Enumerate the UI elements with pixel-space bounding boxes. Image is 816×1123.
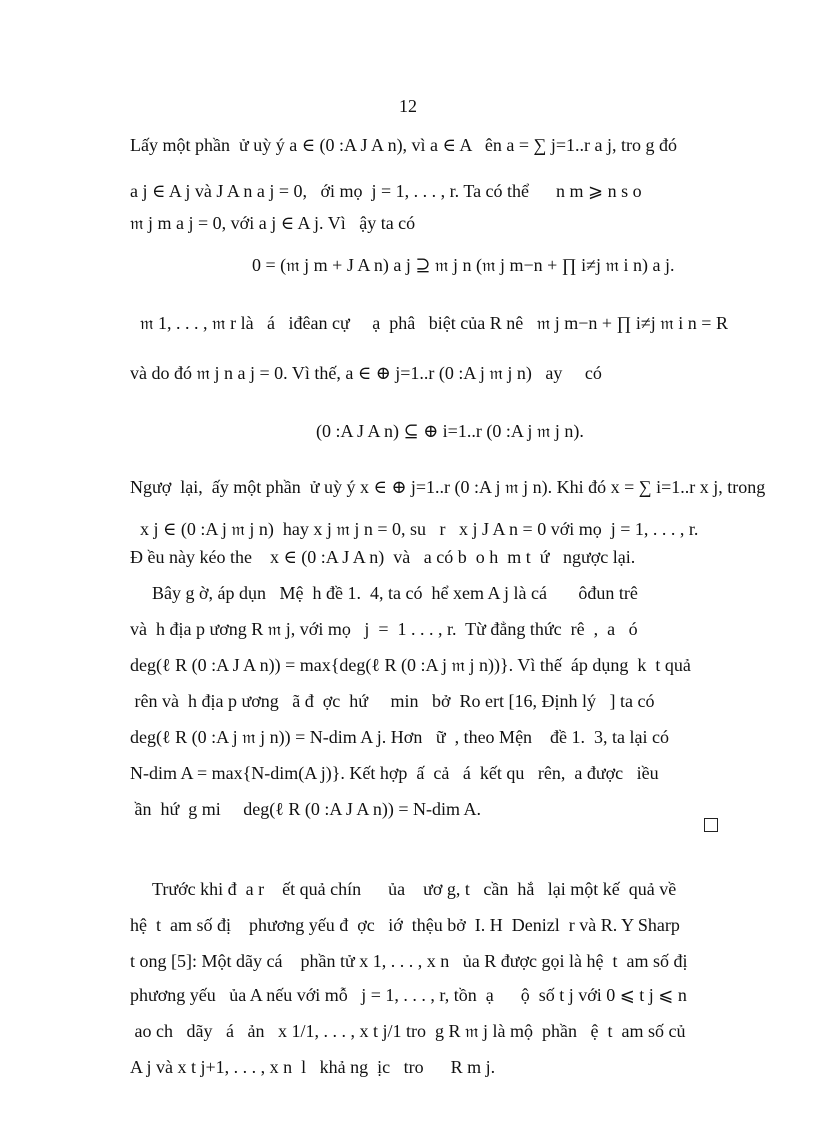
text-line-14: rên và h địa p ương ã đ ợc hứ min bở Ro ert [16, Định lý ] ta có	[130, 691, 655, 711]
text-line-2: a j ∈ A j và J A n a j = 0, ới mọ j = 1, . . . , r. Ta có thể n m ⩾ n s o	[130, 181, 642, 201]
text-line-12: và h địa p ương R 𝔪 j, với mọ j = 1 . . . , r. Từ đẳng thức rê , a ó	[130, 619, 638, 639]
text-line-1: Lấy một phần ử uỳ ý a ∈ (0 :A J A n), vì a ∈ A ên a = ∑ j=1..r a j, tro g đó	[130, 135, 677, 155]
text-line-3: 𝔪 j m a j = 0, với a j ∈ A j. Vì ậy ta có	[130, 213, 416, 233]
text-line-5: 𝔪 1, . . . , 𝔪 r là á iđêan cự ạ phâ biệt của R nê 𝔪 j m−n + ∏ i≠j 𝔪 i n = R	[140, 313, 728, 333]
qed-box	[704, 818, 718, 832]
text-line-16: N-dim A = max{N-dim(A j)}. Kết hợp ấ cả á kết qu rên, a được iều	[130, 763, 659, 783]
text-line-22: ao ch dãy á ản x 1/1, . . . , x t j/1 tro g R 𝔪 j là mộ phần ệ t am số củ	[130, 1021, 686, 1041]
text-line-17: ần hứ g mi deg(ℓ R (0 :A J A n)) = N-dim A.	[130, 799, 482, 819]
text-line-19: hệ t am số đị phương yếu đ ợc iớ thệu bở I. H Denizl r và R. Y Sharp	[130, 915, 680, 935]
page-number: 12	[399, 96, 417, 116]
text-line-9: x j ∈ (0 :A j 𝔪 j n) hay x j 𝔪 j n = 0, su r x j J A n = 0 với mọ j = 1, . . . , r.	[140, 519, 699, 539]
text-line-20: t ong [5]: Một dãy cá phần tử x 1, . . . , x n ủa R được gọi là hệ t am số đị	[130, 951, 688, 971]
text-line-8: Ngượ lại, ấy một phần ử uỳ ý x ∈ ⊕ j=1..r (0 :A j 𝔪 j n). Khi đó x = ∑ i=1..r x j, trong	[130, 477, 766, 497]
text-line-23: A j và x t j+1, . . . , x n l khả ng ịc tro R m j.	[130, 1057, 496, 1077]
text-line-15: deg(ℓ R (0 :A j 𝔪 j n)) = N-dim A j. Hơn ữ , theo Mện đề 1. 3, ta lại có	[130, 727, 670, 747]
text-line-10: Đ ều này kéo the x ∈ (0 :A J A n) và a có b o h m t ứ ngược lại.	[130, 547, 636, 567]
text-line-21: phương yếu ủa A nếu với mỗ j = 1, . . . , r, tồn ạ ộ số t j với 0 ⩽ t j ⩽ n	[130, 985, 687, 1005]
text-line-18: Trước khi đ a r ết quả chín ủa ươ g, t cần hắ lại một kế quả về	[152, 879, 677, 899]
text-line-6: và do đó 𝔪 j n a j = 0. Vì thế, a ∈ ⊕ j=1..r (0 :A j 𝔪 j n) ay có	[130, 363, 602, 383]
text-line-11: Bây g ờ, áp dụn Mệ h đề 1. 4, ta có hể xem A j là cá ôđun trê	[152, 583, 638, 603]
text-line-7: (0 :A J A n) ⊆ ⊕ i=1..r (0 :A j 𝔪 j n).	[316, 421, 584, 441]
text-line-4: 0 = (𝔪 j m + J A n) a j ⊇ 𝔪 j n (𝔪 j m−n + ∏ i≠j 𝔪 i n) a j.	[252, 255, 675, 275]
text-line-13: deg(ℓ R (0 :A J A n)) = max{deg(ℓ R (0 :A j 𝔪 j n))}. Vì thế áp dụng k t quả	[130, 655, 691, 675]
